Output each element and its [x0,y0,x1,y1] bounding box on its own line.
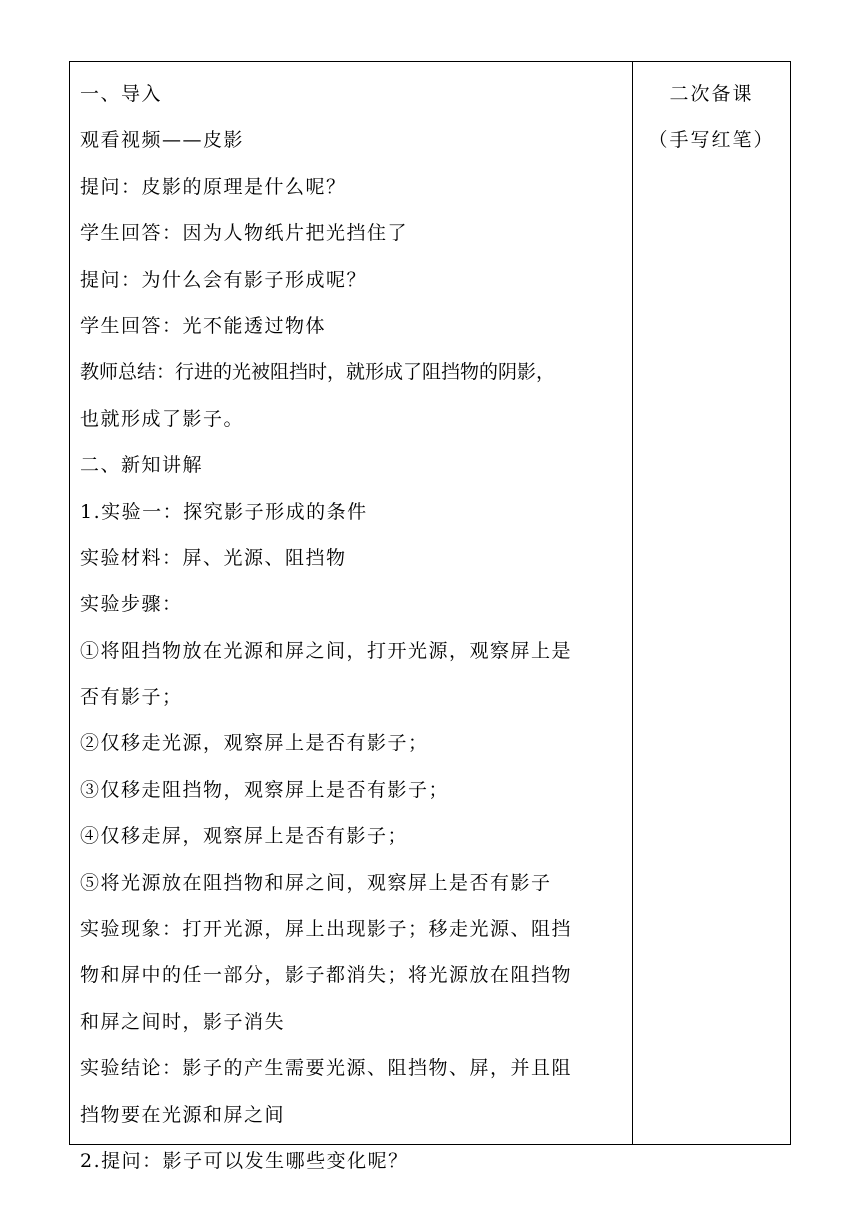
content-line: 和屏之间时，影子消失 [80,1010,286,1033]
content-line: 实验结论：影子的产生需要光源、阻挡物、屏，并且阻 [80,1057,573,1080]
content-line: 实验材料：屏、光源、阻挡物 [80,546,347,569]
content-line: 实验现象：打开光源，屏上出现影子；移走光源、阻挡 [80,918,573,941]
content-line: 观看视频——皮影 [80,129,245,152]
content-line: 挡物要在光源和屏之间 [80,1103,286,1126]
teaching-content-cell [70,62,633,1172]
section-heading-new-knowledge: 二、新知讲解 [80,454,204,477]
content-line: 实验步骤： [80,593,183,616]
content-line: ②仅移走光源，观察屏上是否有影子； [80,732,429,755]
section-heading-intro: 一、导入 [80,83,163,105]
content-line: 学生回答：因为人物纸片把光挡住了 [80,222,409,245]
content-line: ①将阻挡物放在光源和屏之间，打开光源，观察屏上是 [80,639,573,662]
secondary-prep-note: （手写红笔） [648,129,775,152]
content-line: 也就形成了影子。 [80,407,245,430]
content-line: 物和屏中的任一部分，影子都消失；将光源放在阻挡物 [80,964,573,987]
lesson-plan-table [69,61,791,1172]
content-line: 否有影子； [80,686,183,709]
secondary-prep-cell [633,62,790,1144]
content-line: 教师总结：行进的光被阻挡时，就形成了阻挡物的阴影， [80,361,556,384]
content-line: ④仅移走屏，观察屏上是否有影子； [80,825,409,848]
content-line: ⑤将光源放在阻挡物和屏之间，观察屏上是否有影子 [80,871,552,894]
secondary-prep-title: 二次备课 [669,83,754,105]
content-line: 学生回答：光不能透过物体 [80,314,327,337]
content-line: ③仅移走阻挡物，观察屏上是否有影子； [80,778,450,801]
content-line: 提问：皮影的原理是什么呢？ [80,175,347,198]
content-line: 1.实验一：探究影子形成的条件 [80,500,368,523]
content-line: 2.提问：影子可以发生哪些变化呢？ [80,1149,409,1172]
content-line: 提问：为什么会有影子形成呢？ [80,268,368,291]
